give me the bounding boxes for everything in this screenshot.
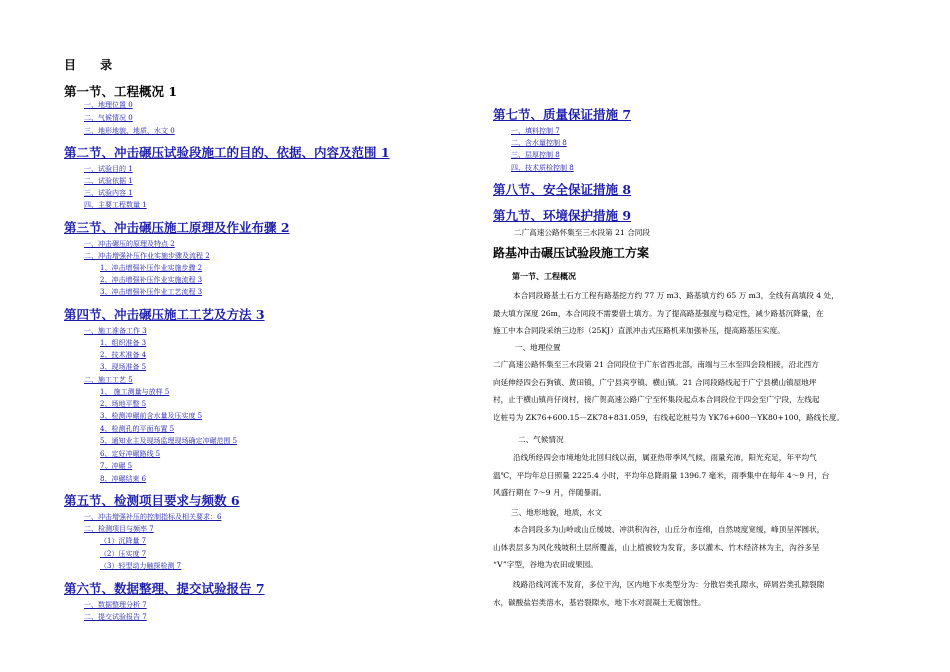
toc-item-link[interactable]: 一、冲击碾压的原理及特点 2 — [84, 240, 175, 248]
toc-item-link[interactable]: （3）轻型动力触探检测 7 — [100, 562, 182, 570]
toc-item-link[interactable]: 二、施工工艺 5 — [84, 376, 133, 384]
paragraph-line: 风盛行期在 7～9 月，伴随暴雨。 — [493, 488, 607, 497]
toc-item-link[interactable]: 二、冲击增强补压作业实施步骤及流程 2 — [84, 252, 210, 260]
section-title: 第一节、工程概况 — [512, 271, 576, 281]
toc-item-link[interactable]: 二、试验依据 1 — [84, 177, 133, 185]
toc-item-link[interactable]: 一、地理位置 0 — [84, 101, 133, 109]
toc-item-link[interactable]: 3、检测冲碾前含水量及压实度 5 — [100, 412, 203, 420]
toc-section-link[interactable]: 第三节、冲击碾压施工原理及作业布骤 2 — [64, 220, 290, 235]
toc-item-link[interactable]: 一、填料控制 7 — [511, 127, 560, 135]
toc-title: 目 录 — [64, 58, 123, 72]
paragraph-line: 山体表层多为风化残坡积土层所覆盖，山上植被较为发育，多以灌木、竹木经济林为主，沟谷多呈 — [493, 542, 820, 552]
paragraph-line: 二广高速公路怀集至三水段第 21 合同段位于广东省西北部，南端与三水至四会段相接，沿北西方 — [493, 360, 819, 369]
toc-item-link[interactable]: 8、冲碾结束 6 — [100, 475, 147, 483]
toc-item-link[interactable]: 三、试验内容 1 — [84, 189, 133, 197]
paragraph-line: 施工中本合同段采纳三边形（25KJ）直派冲击式压路机来加强补压，提高路基压实度。 — [493, 326, 785, 335]
toc-item-link[interactable]: 2、场地平整 5 — [100, 400, 147, 408]
paragraph-line: 讫桩号为 ZK76+600.15－ZK78+831.059，右线起讫桩号为 YK76+600－YK80+100，路线长度。 — [493, 412, 845, 422]
paragraph-line: 村，止于横山镇肖仔岗村，接广贺高速公路广宁至怀集段起点本合同段位于四会至广宁段，左线起 — [493, 395, 820, 404]
toc-item-link[interactable]: 5、通知业主及现场监理现场确定冲碾范围 5 — [100, 437, 238, 445]
doc-subtitle: 二广高速公路怀集至三水段第 21 合同段 — [514, 228, 650, 237]
toc-item-link[interactable]: 三、层厚控制 8 — [511, 151, 560, 159]
toc-item-link[interactable]: （2）压实度 7 — [100, 550, 147, 558]
paragraph-line: 水，碳酸盐岩类溶水，基岩裂隙水，地下水对混凝土无腐蚀性。 — [493, 597, 706, 607]
toc-item-link[interactable]: 1、 施工测量与放样 5 — [100, 388, 170, 396]
toc-item-link[interactable]: 1、冲击增强补压作业实施步骤 2 — [100, 264, 203, 272]
toc-item-link[interactable]: 三、地形地貌、地质、水文 0 — [84, 127, 175, 135]
paragraph-line: 温℃，平均年总日照量 2225.4 小时，平均年总降雨量 1396.7 毫米，雨季集中在每年 4～9 月，台 — [493, 470, 830, 480]
paragraph-line: 线路沿线河流不发育，多位干沟，区内地下水类型分为：分散岩类孔隙水，碎屑岩类孔隙裂隙 — [513, 580, 825, 589]
toc-section-link[interactable]: 第六节、数据整理、提交试验报告 7 — [64, 581, 265, 596]
toc-item-link[interactable]: 四、技术质检控制 8 — [511, 164, 574, 172]
toc-section-link[interactable]: 第八节、安全保证措施 8 — [493, 182, 632, 197]
toc-item-link[interactable]: 1、组织准备 3 — [100, 339, 147, 347]
paragraph-line: 沿线所经四会市境地处北回归线以南，属亚热带季风气候，雨量充沛，阳光充足，年平均气 — [513, 453, 817, 462]
toc-item-link[interactable]: 二、检测项目与频率 7 — [84, 525, 154, 533]
toc-item-link[interactable]: （1）沉降量 7 — [100, 537, 147, 545]
toc-section-link[interactable]: 第七节、质量保证措施 7 — [493, 107, 632, 122]
toc-item-link[interactable]: 二、含水量控制 8 — [511, 139, 567, 147]
paragraph-line: 最大填方深度 26m，本合同段不需要借土填方。为了提高路基强度与稳定性，减少路基沉降量，在 — [493, 308, 824, 318]
subsection-heading: 二、气候情况 — [518, 435, 564, 444]
toc-item-link[interactable]: 二、提交试验报告 7 — [84, 613, 147, 621]
toc-item-link[interactable]: 4、检测孔的平面布置 5 — [100, 425, 175, 433]
toc-item-link[interactable]: 一、冲击增强补压的控制指标及相关要求：6 — [84, 513, 222, 521]
toc-item-link[interactable]: 2、冲击增强补压作业实施流程 3 — [100, 276, 203, 284]
subsection-heading: 三、地形地貌，地质，水文 — [511, 508, 603, 517]
paragraph-line: 本合同段路基土石方工程有路基挖方约 77 万 m3、路基填方约 65 万 m3，全线有高填段 4 处， — [513, 291, 839, 300]
toc-section-link[interactable]: 第一节、工程概况 1 — [64, 84, 178, 99]
toc-item-link[interactable]: 2、技术准备 4 — [100, 351, 147, 359]
toc-item-link[interactable]: 3、冲击增强补压作业工艺流程 3 — [100, 288, 203, 296]
toc-item-link[interactable]: 3、现场准备 5 — [100, 363, 147, 371]
toc-item-link[interactable]: 一、试验目的 1 — [84, 165, 133, 173]
toc-item-link[interactable]: 四、主要工程数量 1 — [84, 201, 147, 209]
toc-item-link[interactable]: 一、数据整理分析 7 — [84, 601, 147, 609]
doc-title: 路基冲击碾压试验段施工方案 — [493, 246, 650, 260]
toc-item-link[interactable]: 一、施工准备工作 3 — [84, 327, 147, 335]
paragraph-line: 向延伸经四会石狗镇、黄田镇，广宁县宾亨镇、横山镇。21 合同段路线起于广宁县横山镇屋地坪 — [493, 377, 817, 387]
toc-item-link[interactable]: 二、气候情况 0 — [84, 114, 133, 122]
paragraph-line: 本合同段多为山岭或山丘缓坡、冲洪积沟谷，山丘分布连绵，自然坡度宽缓，峰顶呈浑圆状， — [513, 525, 825, 534]
toc-section-link[interactable]: 第四节、冲击碾压施工工艺及方法 3 — [64, 307, 265, 322]
toc-item-link[interactable]: 6、定好冲碾路线 5 — [100, 450, 161, 458]
toc-section-link[interactable]: 第二节、冲击碾压试验段施工的目的、依据、内容及范围 1 — [64, 145, 390, 160]
toc-section-link[interactable]: 第五节、检测项目要求与频数 6 — [64, 493, 240, 508]
toc-section-link[interactable]: 第九节、环境保护措施 9 — [493, 208, 632, 223]
subsection-heading: 一、地理位置 — [515, 343, 561, 352]
paragraph-line: “V”字型，谷地为农田或果园。 — [493, 560, 598, 569]
toc-item-link[interactable]: 7、冲碾 5 — [100, 462, 133, 470]
